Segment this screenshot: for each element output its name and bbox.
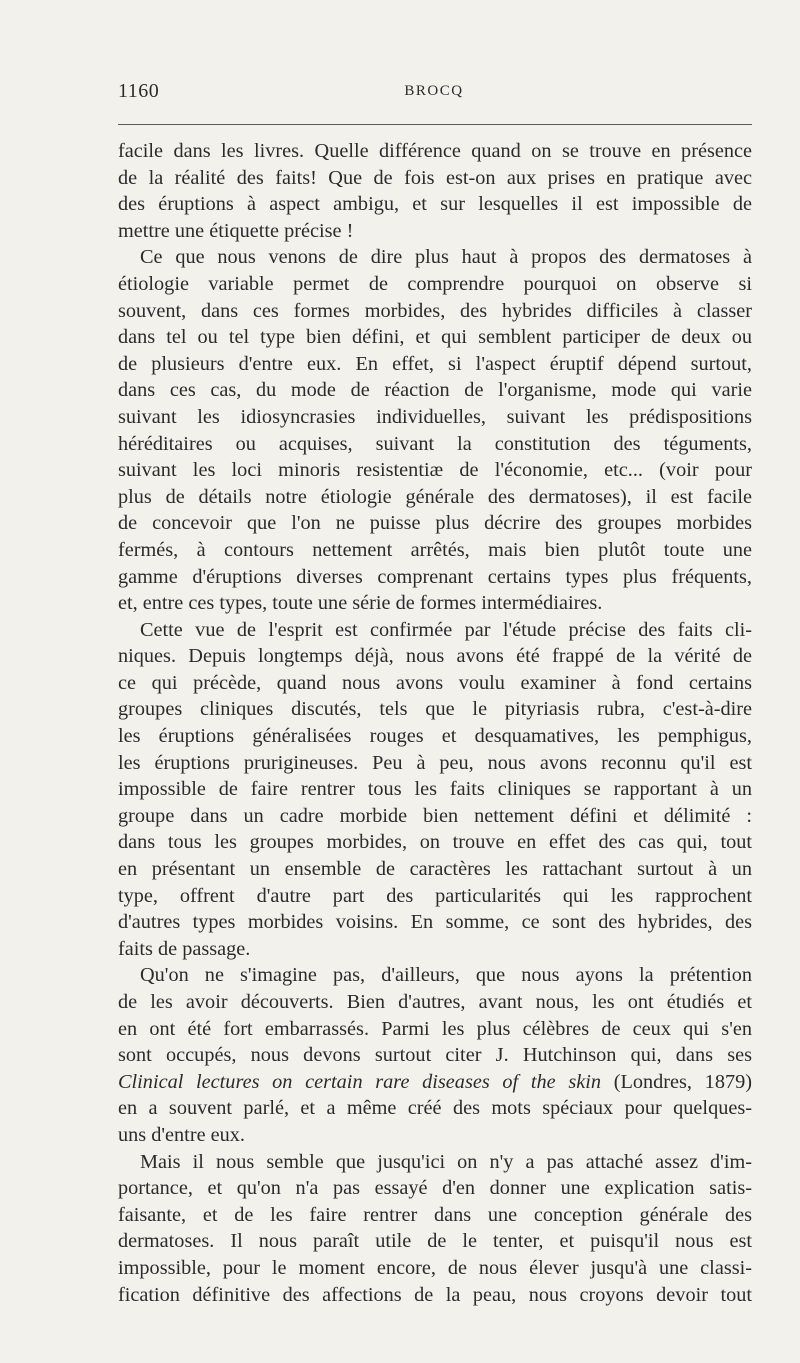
page-header (118, 80, 750, 110)
text-line: faits de passage. (118, 937, 251, 960)
text-line: fermés, à contours nettement arrêtés, mais bien plutôt toute une (118, 538, 752, 561)
text-line: faisante, et de les faire rentrer dans une conception générale des (118, 1203, 752, 1226)
text-line-with-title (118, 1069, 752, 1096)
text-line: portance, et qu'on n'a pas essayé d'en donner une explication satis- (118, 1177, 752, 1200)
text-line: étiologie variable permet de comprendre pourquoi on observe si (118, 272, 752, 295)
text-line: en ont été fort embarrassés. Parmi les plus célèbres de ceux qui s'en (118, 1017, 752, 1040)
running-head: BROCQ (404, 83, 464, 99)
text-line: les éruptions généralisées rouges et desquamatives, les pemphigus, (118, 725, 752, 748)
text-line: uns d'entre eux. (118, 1123, 245, 1146)
text-line: dans tel ou tel type bien défini, et qui semblent participer de deux ou (118, 326, 752, 349)
text-line: héréditaires ou acquises, suivant la constitution des téguments, (118, 432, 752, 455)
text-line: plus de détails notre étiologie générale des dermatoses), il est facile (118, 485, 752, 508)
text-line: en a souvent parlé, et a même créé des mots spéciaux pour quelques- (118, 1097, 752, 1120)
title-publication: (Londres, 1879) (613, 1070, 752, 1093)
text-line: en présentant un ensemble de caractères les rattachant surtout à un (118, 858, 752, 881)
text-line: facile dans les livres. Quelle différence quand on se trouve en présence (118, 140, 752, 162)
text-line: de les avoir découverts. Bien d'autres, avant nous, les ont étudiés et (118, 991, 752, 1013)
text-line: Cette vue de l'esprit est confirmée par l'étude précise des faits cli- (140, 618, 752, 641)
text-line: impossible, pour le moment encore, de nous élever jusqu'à une classi- (118, 1256, 752, 1279)
book-title: Clinical lectures on certain rare diseases of the skin (118, 1070, 602, 1093)
text-line: impossible de faire rentrer tous les faits cliniques se rapportant à un (118, 778, 752, 801)
text-line: Ce que nous venons de dire plus haut à propos des dermatoses à (140, 246, 752, 269)
text-line: souvent, dans ces formes morbides, des hybrides difficiles à classer (118, 299, 752, 322)
text-line: sont occupés, nous devons surtout citer J. Hutchinson qui, dans ses (118, 1044, 752, 1067)
text-line: ce qui précède, quand nous avons voulu examiner à fond certains (118, 671, 752, 694)
text-line: et, entre ces types, toute une série de formes intermédiaires. (118, 592, 603, 615)
body-text (118, 138, 752, 1308)
text-line: Qu'on ne s'imagine pas, d'ailleurs, que nous ayons la prétention (140, 964, 752, 987)
text-line: d'autres types morbides voisins. En somme, ce sont des hybrides, des (118, 911, 752, 934)
text-line: de la réalité des faits! Que de fois est-on aux prises en pratique avec (118, 166, 752, 189)
header-rule (118, 124, 752, 125)
text-line: des éruptions à aspect ambigu, et sur lesquelles il est impossible de (118, 193, 752, 216)
text-line: dermatoses. Il nous paraît utile de le tenter, et puisqu'il nous est (118, 1230, 752, 1253)
text-line: dans tous les groupes morbides, on trouve en effet des cas qui, tout (118, 831, 752, 854)
text-line: de concevoir que l'on ne puisse plus décrire des groupes morbides (118, 512, 752, 535)
text-line: dans ces cas, du mode de réaction de l'organisme, mode qui varie (118, 379, 752, 402)
page-number: 1160 (118, 80, 160, 102)
text-line: gamme d'éruptions diverses comprenant certains types plus fréquents, (118, 565, 752, 588)
text-line: de plusieurs d'entre eux. En effet, si l'aspect éruptif dépend surtout, (118, 352, 752, 375)
text-line: groupes cliniques discutés, tels que le pityriasis rubra, c'est-à-dire (118, 698, 752, 721)
text-line: fication définitive des affections de la peau, nous croyons devoir tout (118, 1283, 752, 1306)
text-line: groupe dans un cadre morbide bien nettement défini et délimité : (118, 804, 752, 827)
text-line: niques. Depuis longtemps déjà, nous avons été frappé de la vérité de (118, 645, 752, 668)
text-line: Mais il nous semble que jusqu'ici on n'y a pas attaché assez d'im- (140, 1150, 752, 1173)
text-line: suivant les idiosyncrasies individuelles, suivant les prédispositions (118, 405, 752, 428)
text-line: les éruptions prurigineuses. Peu à peu, nous avons reconnu qu'il est (118, 751, 752, 774)
text-line: suivant les loci minoris resistentiæ de l'économie, etc... (voir pour (118, 459, 752, 482)
text-line: mettre une étiquette précise ! (118, 219, 354, 242)
text-line: type, offrent d'autre part des particularités qui les rapprochent (118, 884, 752, 907)
